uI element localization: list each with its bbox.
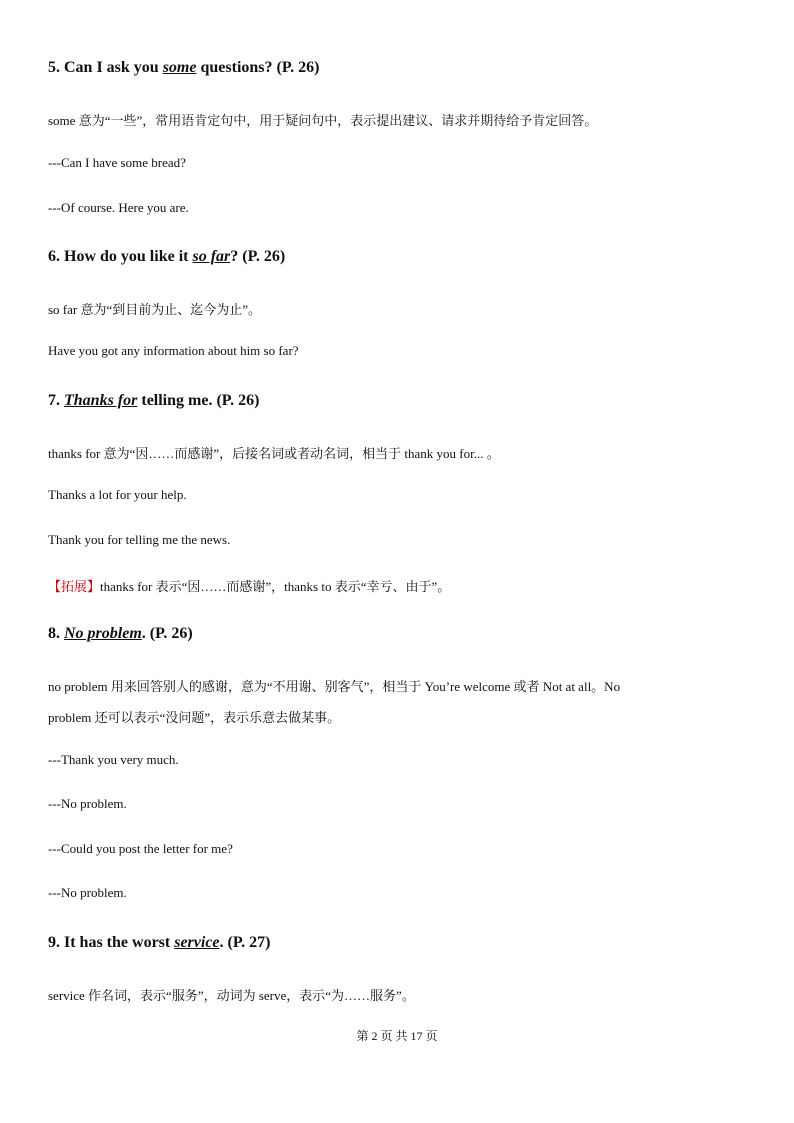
paragraph: thanks for 意为“因……而感谢”，后接名词或者动名词，相当于 thank you for... 。 [48,446,500,461]
heading-7: 7. Thanks for telling me. (P. 26) [48,392,260,409]
example-line: ---Of course. Here you are. [48,200,189,215]
paragraph: some 意为“一些”，常用语肯定句中，用于疑问句中，表示提出建议、请求并期待给予肯定回答。 [48,113,598,128]
page-footer: 第 2 页 共 17 页 [356,1029,438,1043]
paragraph: so far 意为“到目前为止、迄今为止”。 [48,302,262,317]
paragraph-continued: problem 还可以表示“没问题”，表示乐意去做某事。 [48,710,341,725]
example-line: ---Could you post the letter for me? [48,841,233,856]
extension-note: 【拓展】thanks for 表示“因……而感谢”，thanks to 表示“幸亏、由于”。 [48,579,451,594]
example-line: ---No problem. [48,885,127,900]
example-line: ---Can I have some bread? [48,155,186,170]
heading-9: 9. It has the worst service. (P. 27) [48,934,271,951]
heading-5-key: some [162,59,197,76]
heading-7-key: Thanks for [64,392,138,409]
heading-5: 5. Can I ask you some questions? (P. 26) [48,59,320,76]
heading-6-key: so far [192,248,231,265]
paragraph: no problem 用来回答别人的感谢，意为“不用谢、别客气”，相当于 You’re welcome 或者 Not at all。No [48,679,621,694]
heading-8: 8. No problem. (P. 26) [48,625,193,642]
heading-9-key: service [174,934,220,951]
paragraph: service 作名词，表示“服务”，动词为 serve，表示“为……服务”。 [48,988,415,1003]
example-line: Thanks a lot for your help. [48,487,187,502]
example-line: ---No problem. [48,796,127,811]
heading-8-key: No problem [64,625,142,642]
example-line: Thank you for telling me the news. [48,532,231,547]
example-line: ---Thank you very much. [48,752,179,767]
example-line: Have you got any information about him so far? [48,343,299,358]
extension-tag: 【拓展】 [48,579,101,594]
heading-6: 6. How do you like it so far? (P. 26) [48,248,286,265]
